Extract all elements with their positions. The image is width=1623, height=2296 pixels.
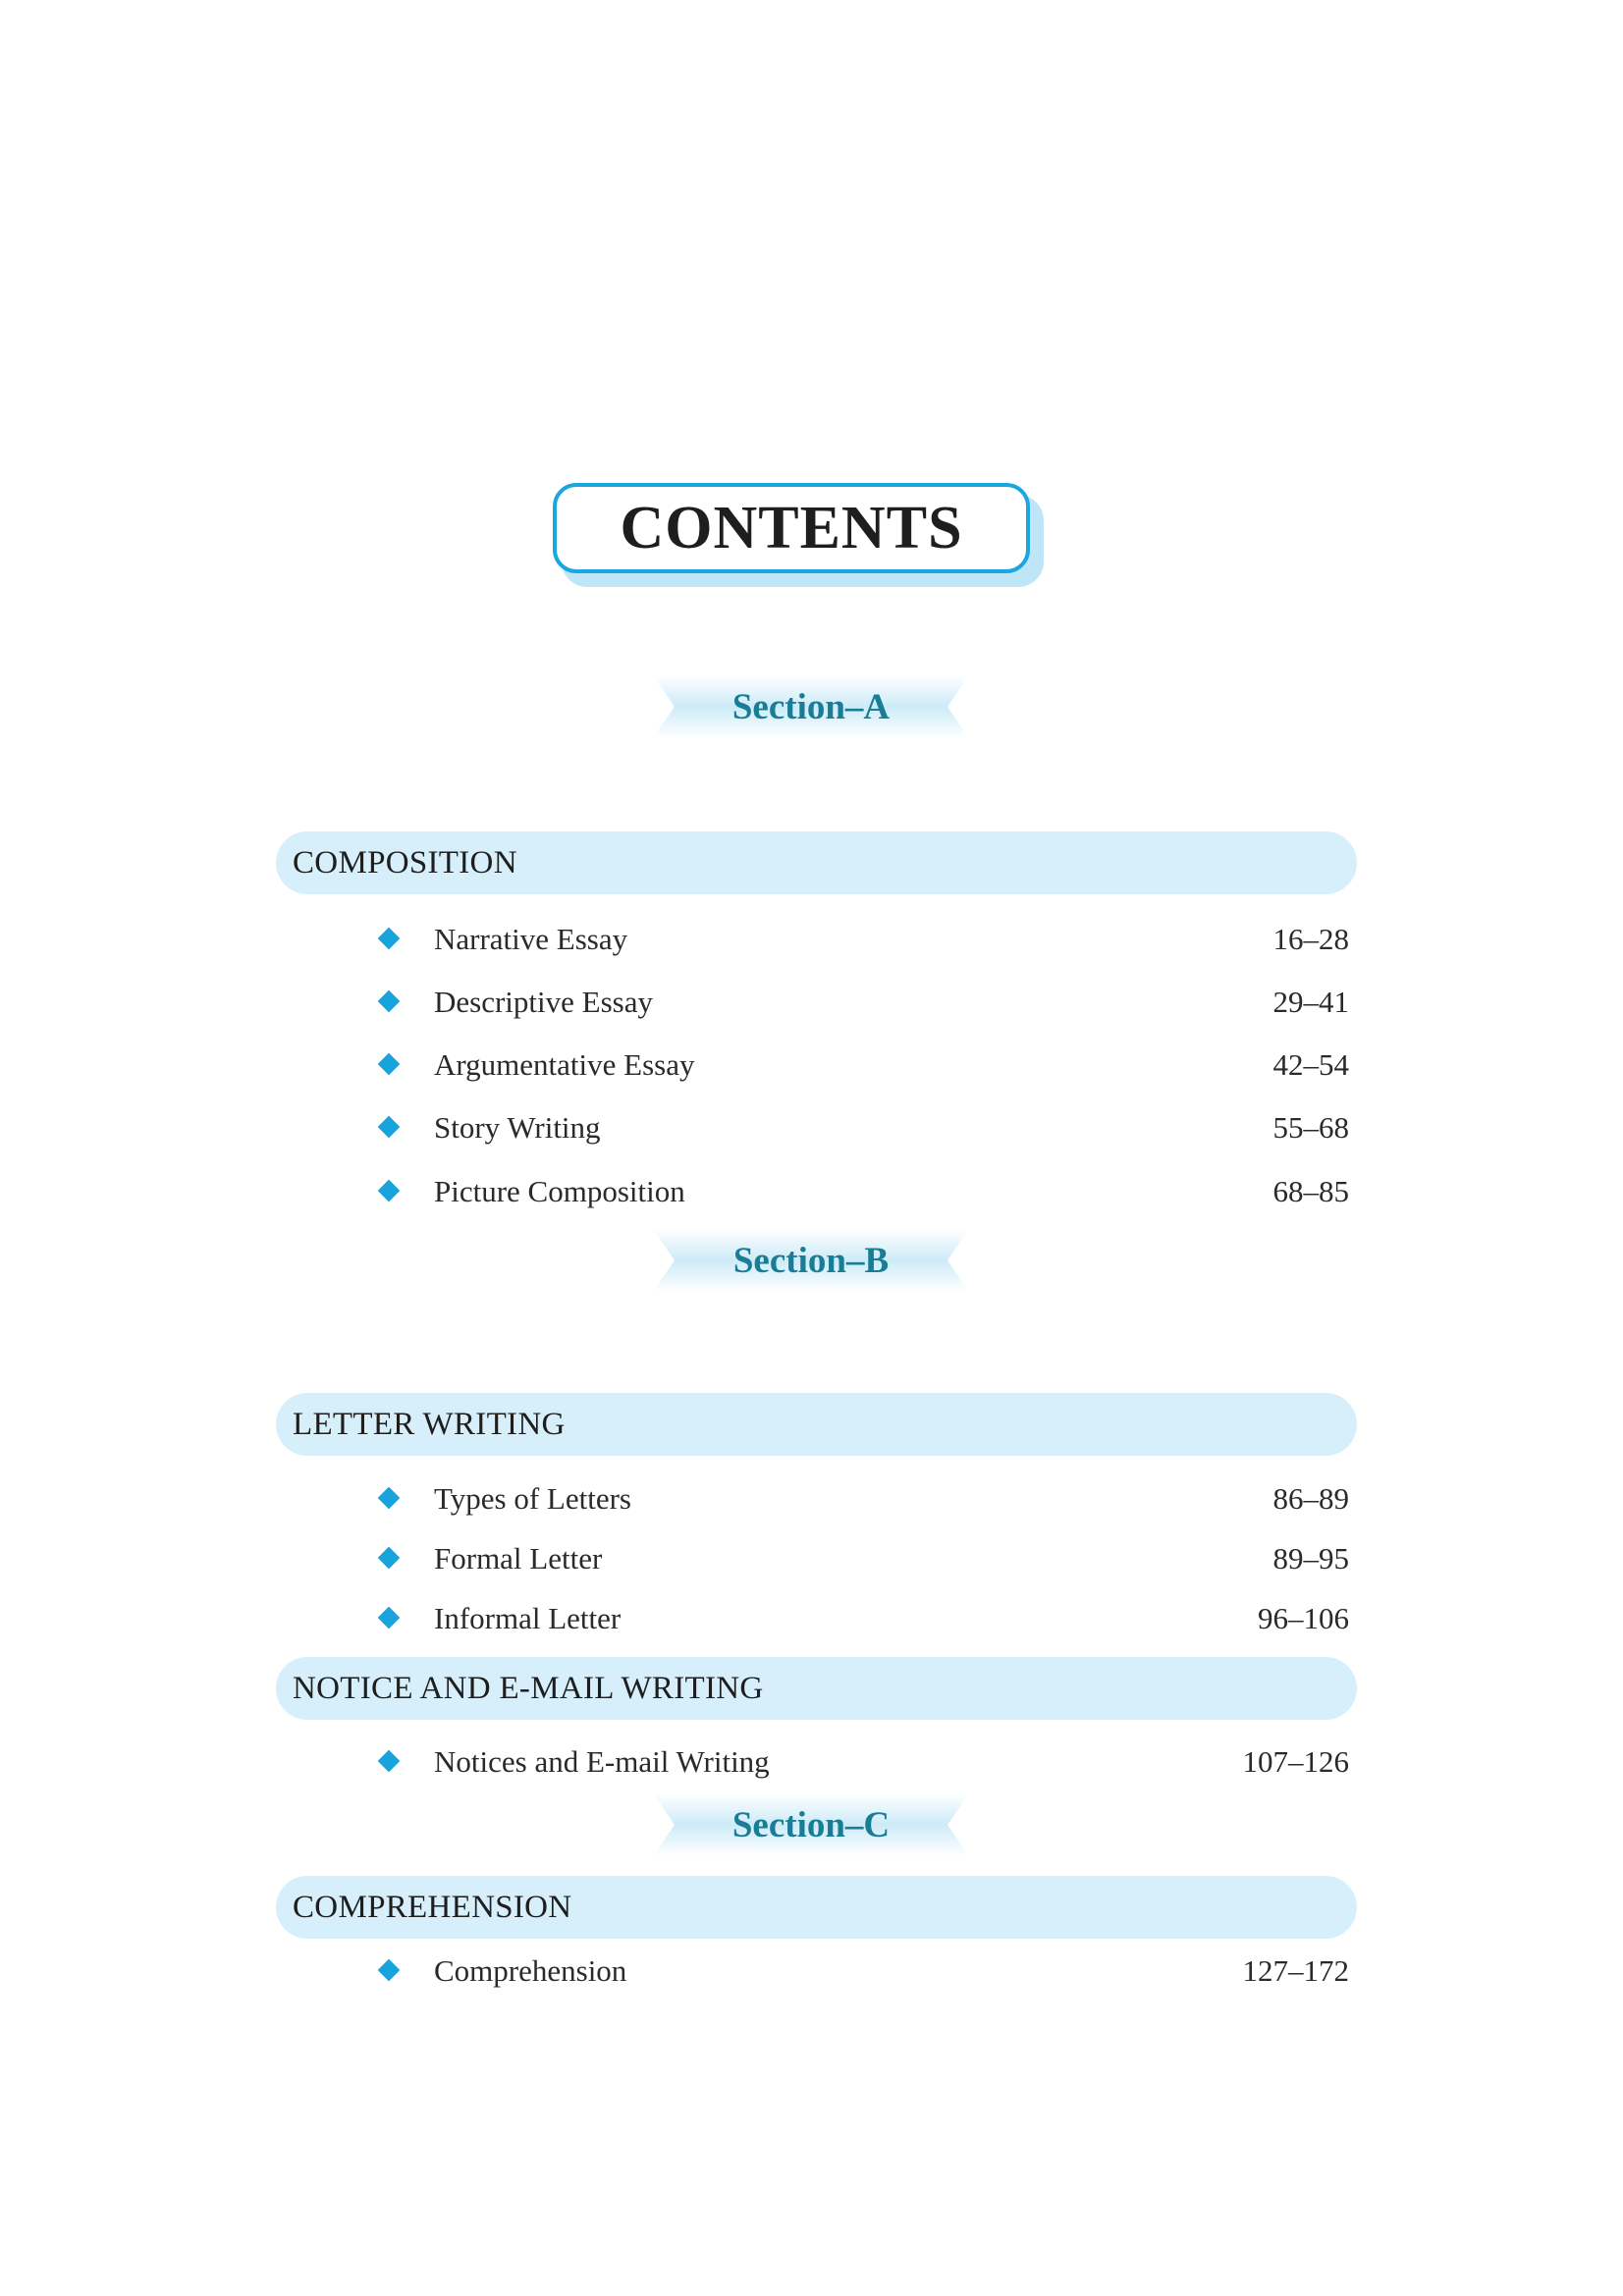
section-label: Section–B	[732, 1240, 890, 1281]
toc-item-label: Argumentative Essay	[434, 1047, 695, 1082]
section-label: Section–A	[731, 686, 891, 727]
toc-item-pages: 127–172	[1242, 1953, 1349, 1988]
toc-item-pages: 89–95	[1272, 1541, 1349, 1575]
diamond-bullet-icon	[378, 1547, 401, 1570]
diamond-bullet-icon	[378, 1053, 401, 1076]
toc-item-label: Formal Letter	[434, 1541, 603, 1575]
chapter-heading-text: COMPOSITION	[293, 844, 517, 881]
toc-item-pages: 42–54	[1272, 1047, 1349, 1082]
toc-item-label: Informal Letter	[434, 1601, 622, 1635]
toc-item-label: Picture Composition	[434, 1174, 685, 1208]
toc-item-label: Comprehension	[434, 1953, 627, 1988]
chapter-heading-text: LETTER WRITING	[293, 1406, 566, 1442]
toc-item-pages: 16–28	[1272, 922, 1349, 956]
toc-item-label: Story Writing	[434, 1110, 601, 1145]
diamond-bullet-icon	[378, 1959, 401, 1982]
chapter-heading-notice-email	[276, 1657, 1357, 1720]
toc-item[interactable]	[377, 1949, 1349, 1993]
section-label: Section–C	[731, 1804, 891, 1845]
section-b-ribbon	[653, 1229, 969, 1292]
toc-item[interactable]	[377, 1537, 1349, 1580]
toc-item-label: Descriptive Essay	[434, 985, 653, 1019]
toc-item[interactable]	[377, 1170, 1349, 1213]
diamond-bullet-icon	[378, 1750, 401, 1773]
section-a-ribbon	[653, 675, 969, 738]
toc-item[interactable]	[377, 918, 1349, 961]
diamond-bullet-icon	[378, 990, 401, 1013]
toc-item-label: Types of Letters	[434, 1481, 631, 1516]
toc-item-label: Narrative Essay	[434, 922, 628, 956]
contents-title-box	[553, 483, 1044, 587]
toc-item[interactable]	[377, 1043, 1349, 1087]
chapter-heading-composition	[276, 831, 1357, 894]
toc-item[interactable]	[377, 1740, 1349, 1784]
toc-item-pages: 29–41	[1272, 985, 1349, 1019]
diamond-bullet-icon	[378, 1180, 401, 1202]
toc-item-pages: 96–106	[1258, 1601, 1349, 1635]
diamond-bullet-icon	[378, 1487, 401, 1510]
toc-item-pages: 68–85	[1272, 1174, 1349, 1208]
chapter-heading-letter-writing	[276, 1393, 1357, 1456]
chapter-heading-text: COMPREHENSION	[293, 1889, 572, 1925]
toc-item-pages: 86–89	[1272, 1481, 1349, 1516]
page-title: CONTENTS	[620, 494, 963, 561]
toc-item-pages: 55–68	[1272, 1110, 1349, 1145]
chapter-heading-comprehension	[276, 1876, 1357, 1939]
chapter-heading-text: NOTICE AND E-MAIL WRITING	[293, 1670, 764, 1706]
section-c-ribbon	[653, 1793, 969, 1856]
diamond-bullet-icon	[378, 1116, 401, 1139]
toc-item[interactable]	[377, 981, 1349, 1024]
toc-item[interactable]	[377, 1106, 1349, 1149]
diamond-bullet-icon	[378, 1607, 401, 1629]
toc-item[interactable]	[377, 1477, 1349, 1521]
toc-item-label: Notices and E-mail Writing	[434, 1744, 770, 1779]
diamond-bullet-icon	[378, 928, 401, 950]
toc-item-pages: 107–126	[1242, 1744, 1349, 1779]
title-frame	[553, 483, 1030, 573]
toc-item[interactable]	[377, 1597, 1349, 1640]
